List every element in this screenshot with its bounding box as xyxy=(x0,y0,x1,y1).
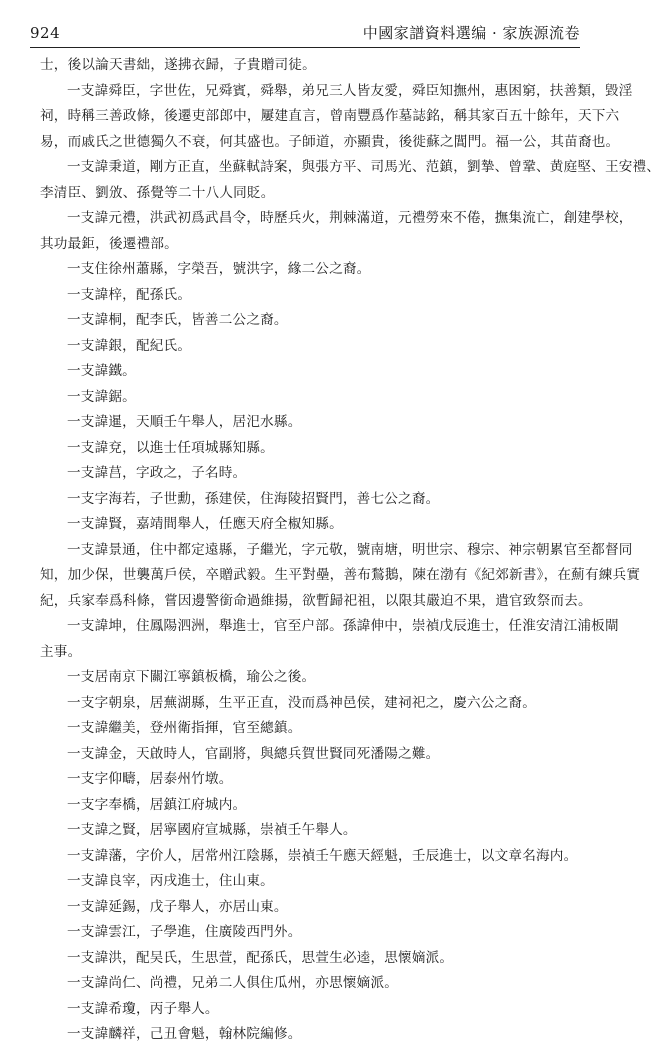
text-line: 一支諱兗，以進士任項城縣知縣。 xyxy=(67,439,274,456)
text-line: 一支諱藩，字价人，居常州江陰縣，崇禎壬午應天經魁，壬辰進士，以文章名海内。 xyxy=(67,847,578,864)
text-line: 李清臣、劉攽、孫覺等二十八人同貶。 xyxy=(40,184,275,201)
text-line: 主事。 xyxy=(40,643,82,660)
text-line: 一支諱尚仁、尚禮，兄弟二人俱住瓜州，亦思懷嫡派。 xyxy=(67,975,399,991)
text-line: 一支諱雲江，子學進，住廣陵西門外。 xyxy=(67,924,302,940)
text-line: 一支諱銀，配紀氏。 xyxy=(67,337,192,354)
text-line: 一支諱莒，字政之，子名時。 xyxy=(67,465,247,481)
text-line: 一支諱延錫，戊子舉人，亦居山東。 xyxy=(67,898,288,915)
text-line: 一支諱鋸。 xyxy=(67,388,136,405)
text-line: 紀，兵家奉爲科條，嘗因邊警銜命過維揚，欲暫歸祀祖，以限其嚴迫不果，遣官致祭而去。 xyxy=(40,592,592,609)
text-line: 一支諱景通，住中都定遠縣，子繼光，字元敬，號南塘，明世宗、穆宗、神宗朝累官至都督同 xyxy=(67,541,633,558)
page-number: 924 xyxy=(30,24,61,42)
header-divider xyxy=(30,47,580,48)
text-line: 一支居南京下關江寧鎮板橋，瑜公之後。 xyxy=(67,669,316,685)
text-line: 一支諱繼美，登州衛指揮，官至總鎮。 xyxy=(67,720,302,736)
text-line: 一支諱鐵。 xyxy=(67,363,136,379)
text-line: 一支字朝泉，居蕪湖縣，生平正直，没而爲神邑侯，建祠祀之，慶六公之裔。 xyxy=(67,694,536,711)
text-line: 其功最鉅，後遷禮部。 xyxy=(40,235,178,252)
text-line: 一支字奉橋，居鎮江府城内。 xyxy=(67,796,247,813)
text-line: 一支諱良宰，丙戌進士，住山東。 xyxy=(67,873,274,889)
text-line: 祠，時稱三善政條，後遷吏部郎中，屢建直言，曾南豐爲作墓誌銘，稱其家百五十餘年，天下六 xyxy=(40,108,620,124)
text-line: 一支諱梓，配孫氏。 xyxy=(67,286,192,303)
text-line: 一支諱坤，住鳳陽泗洲，舉進士，官至户部。孫諱伸中，崇禎戊辰進士，任淮安清江浦板閘 xyxy=(67,618,619,634)
text-line: 一支諱希瓊，丙子舉人。 xyxy=(67,1000,219,1017)
text-line: 一支字海若，子世勳，孫建侯，住海陵招賢門，善七公之裔。 xyxy=(67,490,440,507)
text-line: 一支諱賢，嘉靖間舉人，任應天府全椒知縣。 xyxy=(67,516,343,532)
text-line: 一支諱秉道，剛方正直，坐蘇軾詩案，與張方平、司馬光、范鎮，劉摯、曾鞏、黄庭堅、王安禮、 xyxy=(67,159,660,175)
text-line: 一支諱元禮，洪武初爲武昌令，時歷兵火，荆棘滿道，元禮勞來不倦，撫集流亡，創建學校， xyxy=(67,210,633,226)
text-line: 一支字仰疇，居泰州竹墩。 xyxy=(67,771,233,787)
text-line: 一支諱洪，配吴氏，生思萱，配孫氏，思萱生必逵，思懷嫡派。 xyxy=(67,949,454,966)
text-line: 易，而戚氏之世德獨久不衰，何其盛也。子師道，亦顯貴，後徙蘇之閶門。福一公，其苗裔也。 xyxy=(40,133,620,150)
text-line: 知，加少保，世襲萬戶侯，卒贈武毅。生平對壘，善布鶖鵝，陳在渤有《紀郊新書》，在薊有練兵實 xyxy=(40,567,641,583)
body-text xyxy=(40,53,660,1048)
text-line: 一支諱金，天啟時人，官副將，與總兵賀世賢同死潘陽之難。 xyxy=(67,745,440,762)
text-line: 一支諱麟祥，己丑會魁，翰林院編修。 xyxy=(67,1026,302,1042)
text-line: 一支住徐州蕭縣，字榮吾，號洪字，緣二公之裔。 xyxy=(67,261,371,277)
text-line: 一支諱暹，天順壬午舉人，居汜水縣。 xyxy=(67,414,302,430)
text-line: 一支諱之賢，居寧國府宣城縣，崇禎壬午舉人。 xyxy=(67,822,357,838)
text-line: 士，後以論天書絀，遂拂衣歸，子貴贈司徒。 xyxy=(40,57,316,73)
page-header xyxy=(30,16,580,46)
running-title: 中國家譜資料選编 · 家族源流卷 xyxy=(362,24,580,42)
text-line: 一支諱舜臣，字世佐，兄舜賓，舜舉，弟兄三人皆友愛，舜臣知撫州，惠困窮，扶善類，毀淫 xyxy=(67,82,633,99)
text-line: 一支諱桐，配李氏，皆善二公之裔。 xyxy=(67,312,288,328)
